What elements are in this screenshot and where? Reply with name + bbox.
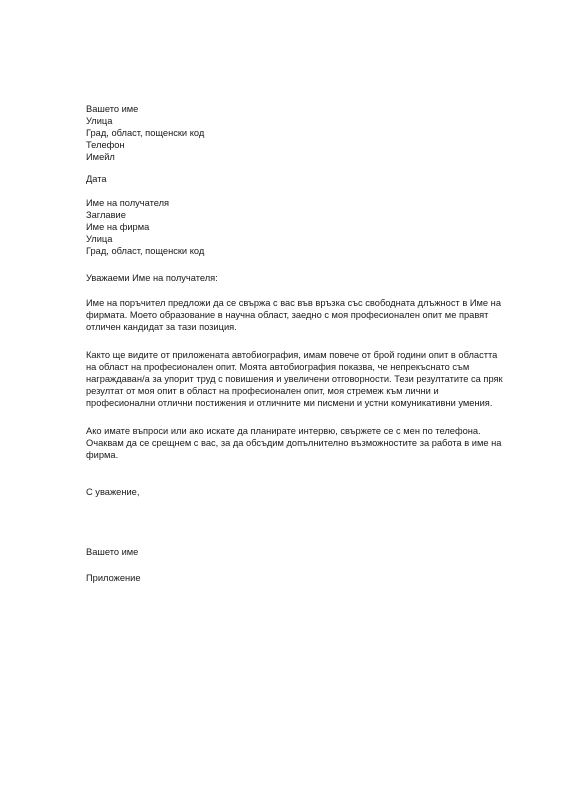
body-paragraph-1 [86,297,506,333]
paragraph-line: отличен кандидат за тази позиция. [86,322,237,332]
salutation: Уважаеми Име на получателя: [86,273,218,283]
body-paragraph-2 [86,349,506,409]
paragraph-line: Ако имате въпроси или ако искате да планирате интервю, свържете се с мен по телефона. [86,426,481,436]
sender-email: Имейл [86,152,115,162]
sender-phone: Телефон [86,140,125,150]
sender-street: Улица [86,116,113,126]
enclosure-block [86,572,506,584]
paragraph-line: Очаквам да се срещнем с вас, за да обсъдим допълнително възможностите за работа в име на [86,438,502,448]
paragraph-line: Име на поръчител предложи да се свържа с вас във връзка със свободната длъжност в Име на [86,298,501,308]
signature-name: Вашето име [86,547,139,557]
recipient-company: Име на фирма [86,222,150,232]
recipient-name: Име на получателя [86,198,170,208]
letter-date: Дата [86,174,107,184]
recipient-street: Улица [86,234,113,244]
paragraph-line: фирма. [86,450,119,460]
paragraph-line: професионални отлични постижения и отличните ми писмени и устни комуникативни умения. [86,398,493,408]
date-block [86,173,506,185]
recipient-title: Заглавие [86,210,126,220]
sender-city-line: Град, област, пощенски код [86,128,205,138]
body-paragraph-3 [86,425,506,461]
sender-name: Вашето име [86,104,139,114]
salutation-block [86,272,506,284]
enclosure-note: Приложение [86,573,141,583]
recipient-city-line: Град, област, пощенски код [86,246,205,256]
paragraph-line: награждаван/а за упорит труд с повишения и увеличени отговорности. Тези резултатите са пряк [86,374,503,384]
closing-block [86,486,506,498]
paragraph-line: на област на професионален опит. Моята автобиография показва, че непрекъснато съм [86,362,470,372]
sender-address-block [86,103,506,163]
signature-block [86,546,506,558]
recipient-address-block [86,197,506,257]
paragraph-line: фирмата. Моето образование в научна област, заедно с моя професионален опит ме правят [86,310,489,320]
paragraph-line: резултат от моя опит в област на професионален опит, моя стремеж към лични и [86,386,439,396]
paragraph-line: Както ще видите от приложената автобиография, имам повече от брой години опит в областта [86,350,498,360]
closing: С уважение, [86,487,140,497]
